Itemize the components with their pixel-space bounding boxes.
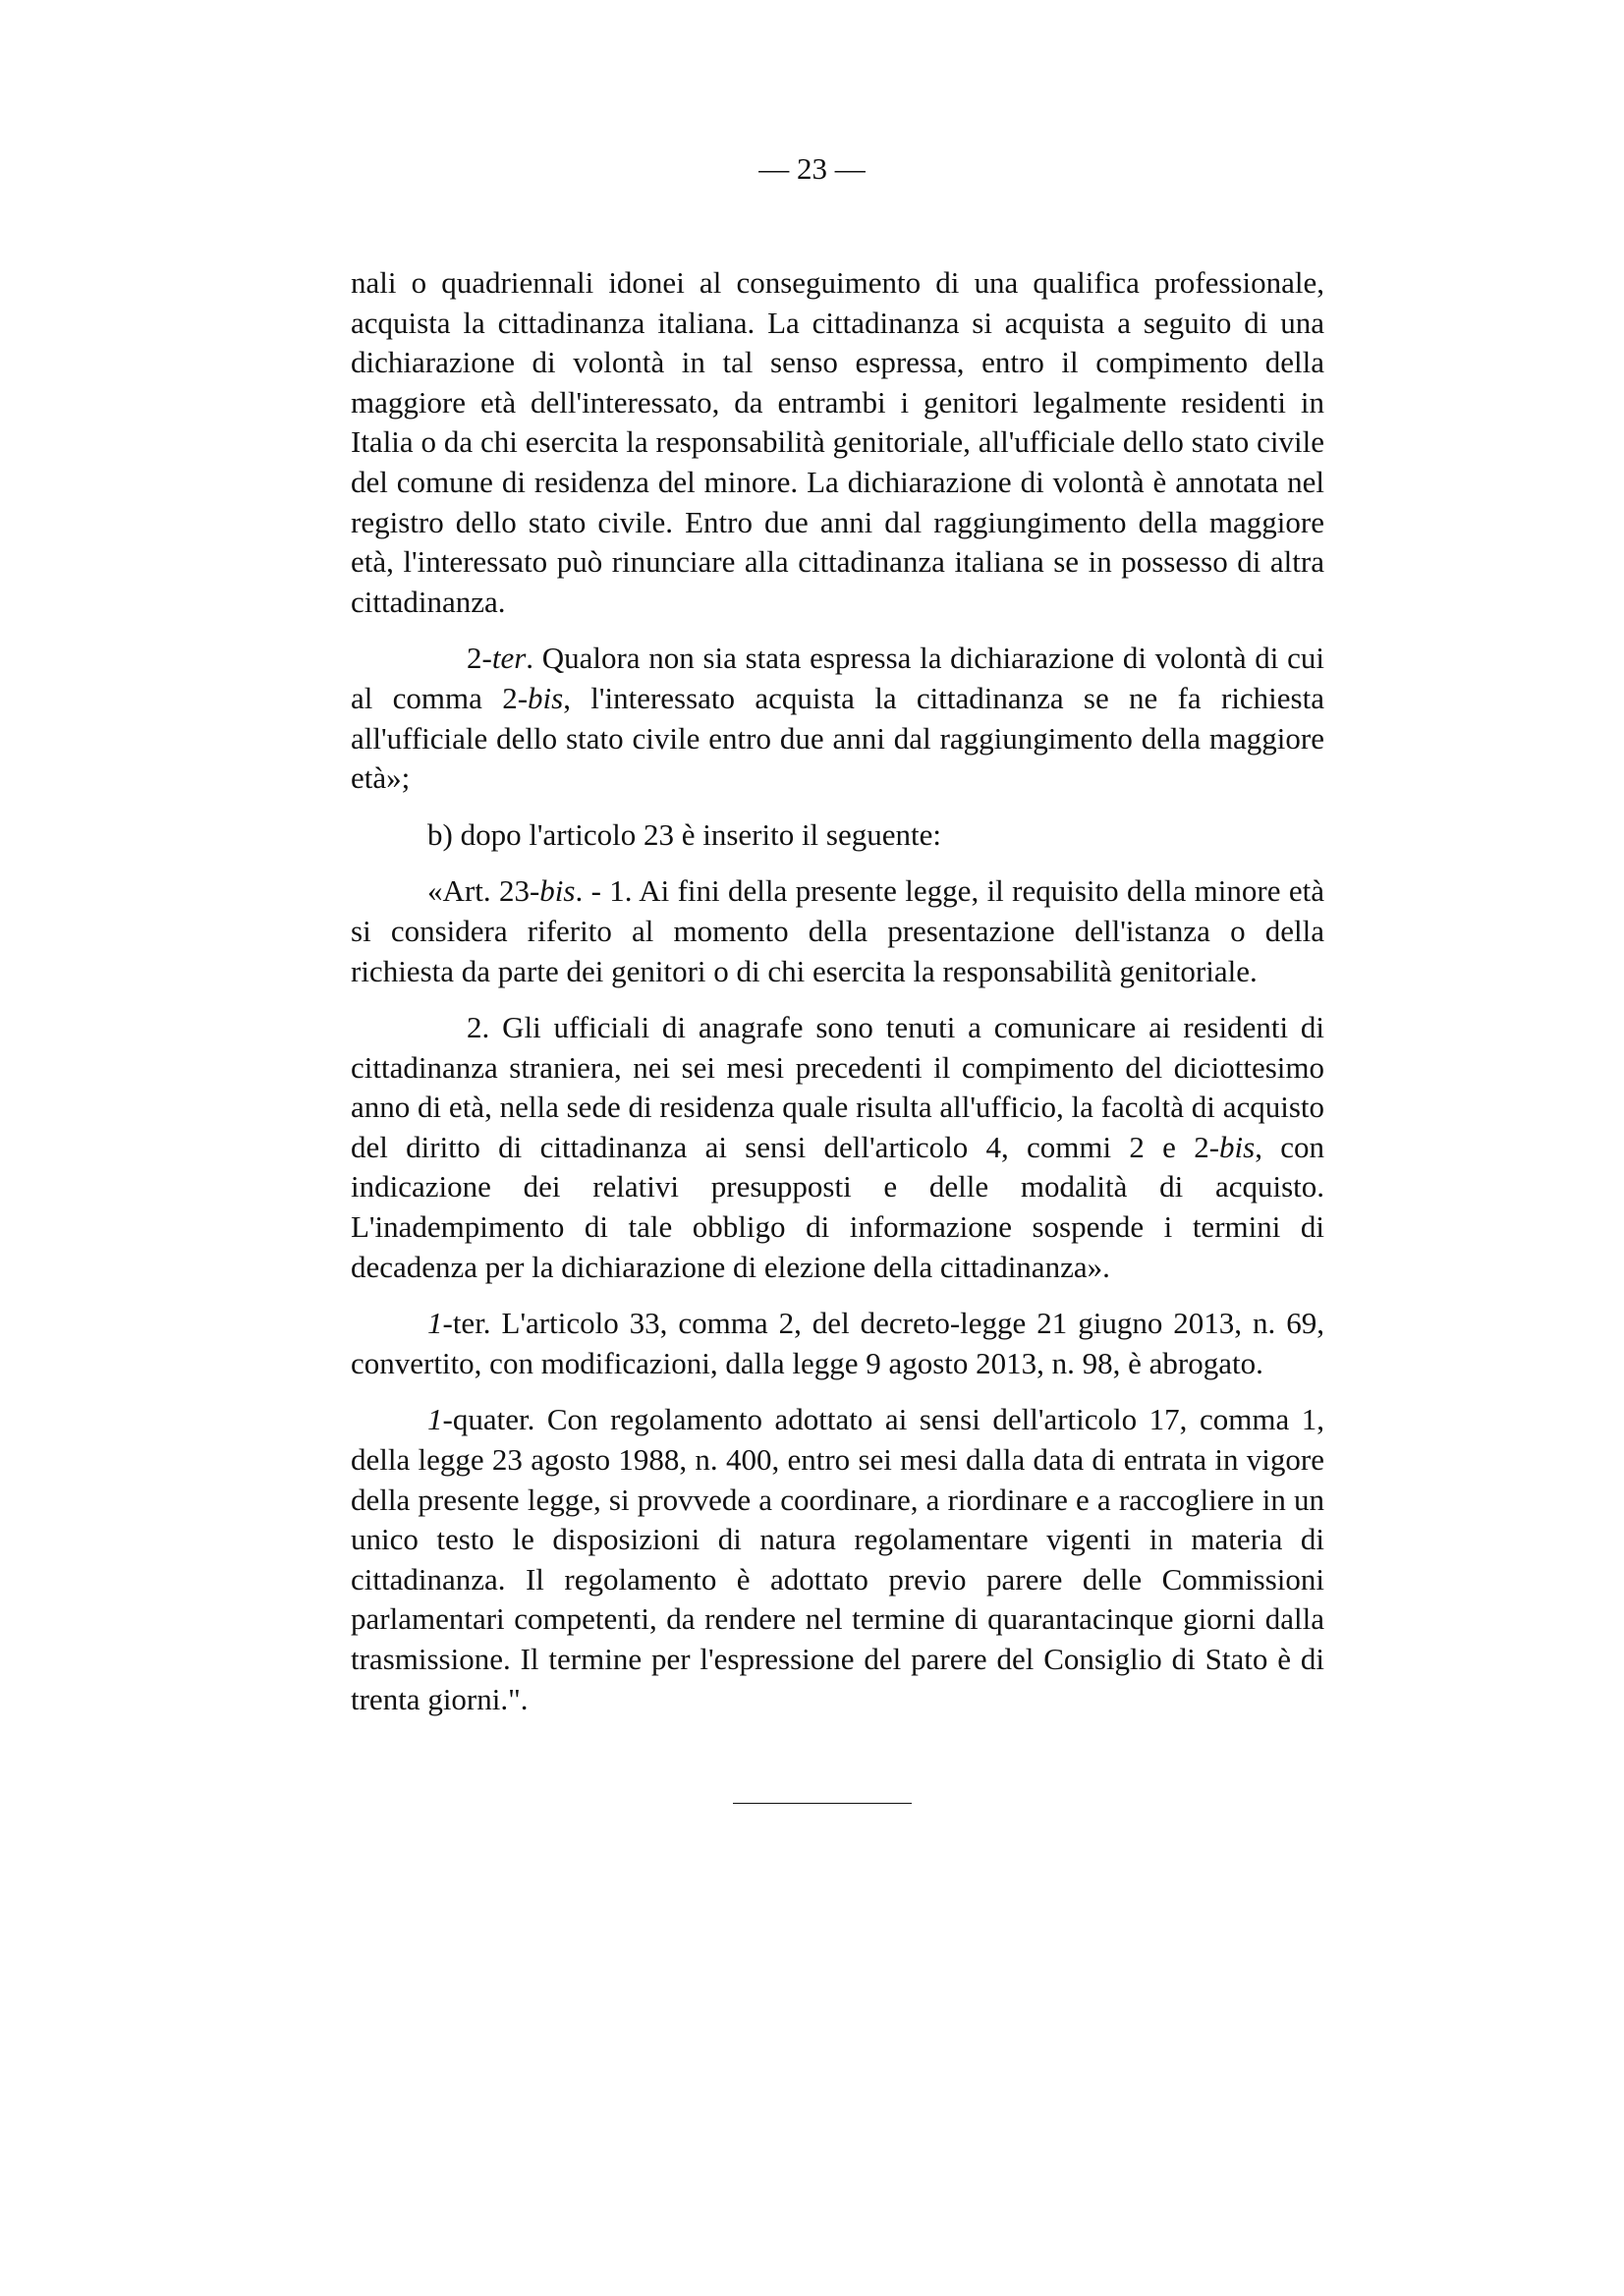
paragraph-comma-2-ter [351,639,1324,798]
page-number: — 23 — [758,151,866,186]
paragraph-text: «Art. 23- [427,873,540,909]
paragraph-text: b) dopo l'articolo 23 è inserito il seguente: [427,816,941,852]
paragraph-text: , l'interessato acquista la cittadinanza se ne fa richiesta all'ufficiale dello stato civile entro due anni dal raggiungimento della maggiore età»; [351,680,1324,796]
comma-number: 2- [467,641,492,676]
paragraph-1-quater [351,1400,1324,1719]
comma-suffix-italic: ter [491,641,527,676]
paragraph-text: -quater. Con regolamento adottato ai sensi dell'articolo 17, comma 1, della legge 23 agosto 1988, n. 400, entro sei mesi dalla data di entrata in vigore della presente legge, si provvede a coordinare, a riordinare e a raccogliere in un unico testo le disposizioni di natura regolamentare vigenti in materia di cittadinanza. Il regolamento è adottato previo parere delle Commissioni parlamentari competenti, da rendere nel termine di quarantacinque giorni dalla trasmissione. Il termine per l'espressione del parere del Consiglio di Stato è di trenta giorni.". [351,1402,1324,1716]
paragraph-qualifica [351,263,1324,622]
paragraph-qualifica-text: nali o quadriennali idonei al conseguimento di una qualifica professionale, acquista la cittadinanza italiana. La cittadinanza si acquista a seguito di una dichiarazione di volontà in tal senso espressa, entro il compimento della maggiore età dell'interessato, da entrambi i genitori legalmente residenti in Italia o da chi esercita la responsabilità genitoriale, all'ufficiale dello stato civile del comune di residenza del minore. La dichiarazione di volontà è annotata nel registro dello stato civile. Entro due anni dal raggiungimento della maggiore età, l'interessato può rinunciare alla cittadinanza italiana se in possesso di altra cittadinanza. [351,265,1324,619]
paragraph-text: -ter. L'articolo 33, comma 2, del decreto-legge 21 giugno 2013, n. 69, convertito, con modificazioni, dalla legge 9 agosto 2013, n. 98, è abrogato. [351,1306,1324,1380]
paragraph-text: . - 1. Ai fini della presente legge, il requisito della minore età si considera riferito al momento della presentazione dell'istanza o della richiesta da parte dei genitori o di chi esercita la responsabilità genitoriale. [351,873,1324,988]
paragraph-letter-b [351,815,1324,856]
italic-number: 1 [427,1402,443,1437]
paragraph-text: , con indicazione dei relativi presupposti e delle modalità di acquisto. L'inadempimento di tale obbligo di informazione sospende i termini di decadenza per la dichiarazione di elezione della cittadinanza». [351,1129,1324,1284]
document-body [351,263,1324,1736]
italic-bis: bis [1219,1129,1256,1164]
end-rule-divider [733,1803,912,1804]
paragraph-1-ter [351,1304,1324,1383]
paragraph-text: 2. Gli ufficiali di anagrafe sono tenuti a comunicare ai residenti di cittadinanza straniera, nei sei mesi precedenti il compimento del diciottesimo anno di età, nella sede di residenza quale risulta all'ufficio, la facoltà di acquisto del diritto di cittadinanza ai sensi dell'articolo 4, commi 2 e 2- [351,1010,1324,1164]
paragraph-comma-2-anagrafe [351,1008,1324,1287]
italic-bis: bis [539,873,576,909]
italic-bis: bis [528,680,564,715]
paragraph-art-23-bis [351,871,1324,991]
paragraph-text: . Qualora non sia stata espressa la dichiarazione di volontà di cui al comma 2- [351,641,1324,715]
italic-number: 1 [427,1306,443,1341]
